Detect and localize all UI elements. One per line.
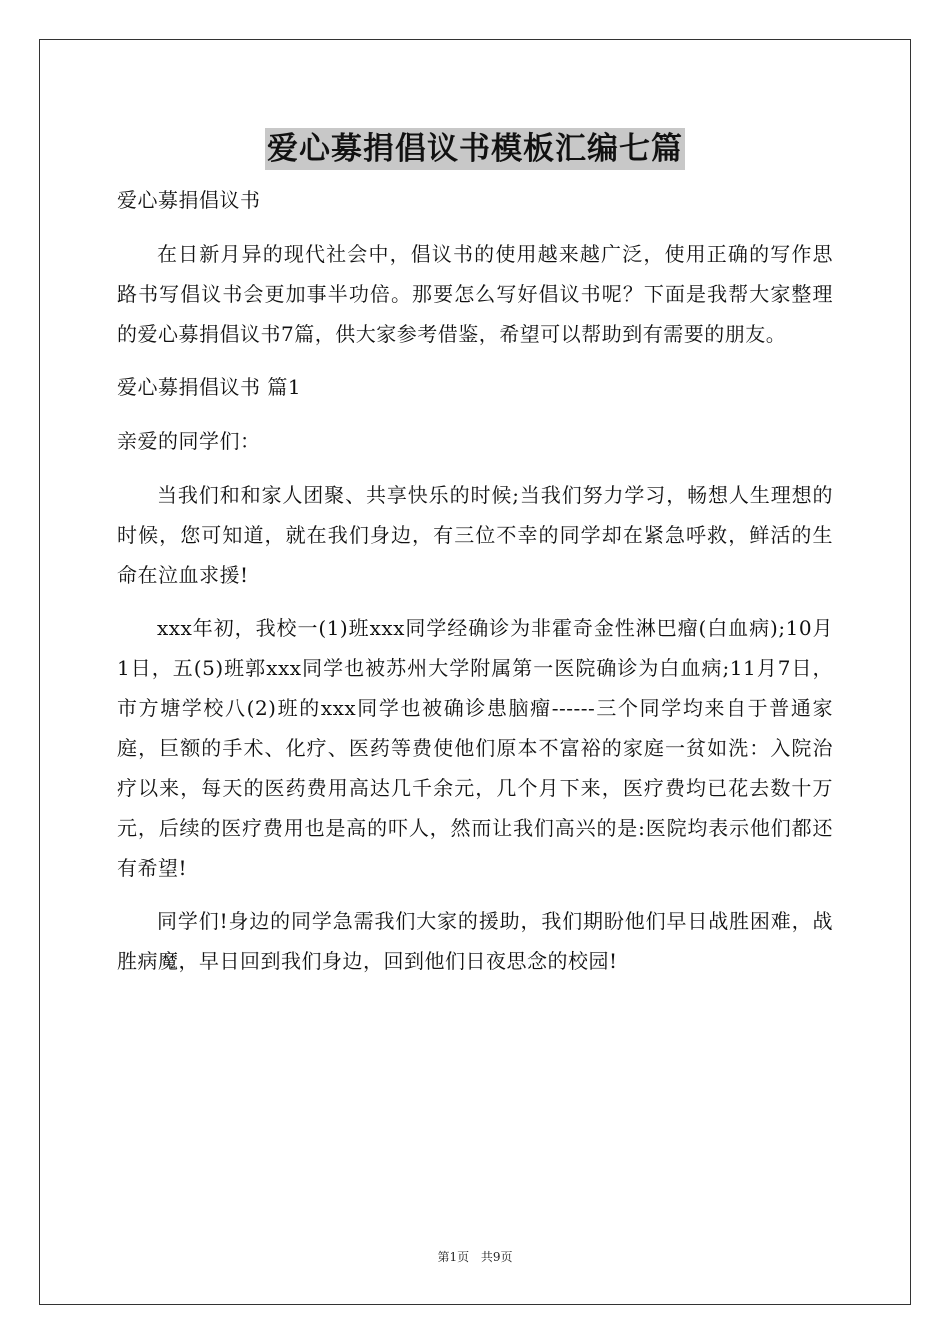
page-number: 第1页 [437, 1250, 470, 1264]
intro-heading: 爱心募捐倡议书 [117, 188, 261, 212]
page-footer [0, 1248, 950, 1265]
section-heading: 爱心募捐倡议书 篇1 [117, 375, 302, 399]
document-title: 爱心募捐倡议书模板汇编七篇 [265, 128, 685, 170]
title-wrap [0, 128, 950, 170]
body-paragraph: 同学们!身边的同学急需我们大家的援助，我们期盼他们早日战胜困难，战胜病魔，早日回到我们身边，回到他们日夜思念的校园! [117, 909, 833, 973]
salutation: 亲爱的同学们： [117, 429, 261, 453]
body-paragraph: 当我们和和家人团聚、共享快乐的时候;当我们努力学习，畅想人生理想的时候，您可知道，就在我们身边，有三位不幸的同学却在紧急呼救，鲜活的生命在泣血求援! [117, 483, 833, 587]
intro-paragraph: 在日新月异的现代社会中，倡议书的使用越来越广泛，使用正确的写作思路书写倡议书会更加事半功倍。那要怎么写好倡议书呢？下面是我帮大家整理的爱心募捐倡议书7篇，供大家参考借鉴，希望可以帮助到有需要的朋友。 [117, 242, 833, 346]
body-paragraph: xxx年初，我校一(1)班xxx同学经确诊为非霍奇金性淋巴瘤(白血病);10月1日，五(5)班郭xxx同学也被苏州大学附属第一医院确诊为白血病;11月7日，市方塘学校八(2)班的xxx同学也被确诊患脑瘤------三个同学均来自于普通家庭，巨额的手术、化疗、医药等费使他们原本不富裕的家庭一贫如洗：入院治疗以来，每天的医药费用高达几千余元，几个月下来，医疗费均已花去数十万元，后续的医疗费用也是高的吓人，然而让我们高兴的是:医院均表示他们都还有希望! [117, 616, 833, 880]
page-total: 共9页 [480, 1250, 513, 1264]
document-body [117, 180, 833, 994]
